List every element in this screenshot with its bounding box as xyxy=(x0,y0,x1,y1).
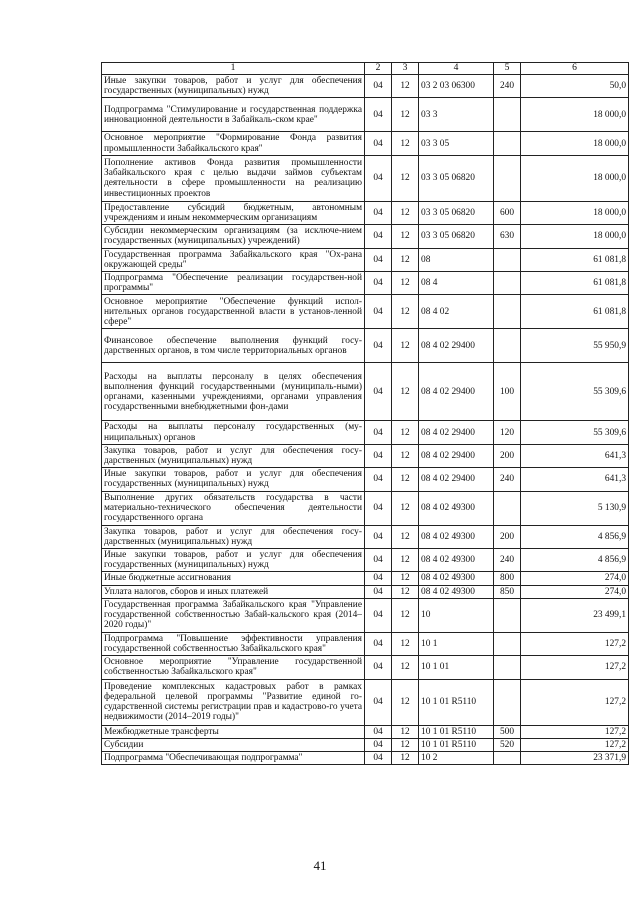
header-cell: 6 xyxy=(521,63,629,75)
row-name-cell: Финансовое обеспечение выполнения функций госу-дарственных органов, в том числе территориальных органов xyxy=(102,329,365,363)
row-col2-cell: 04 xyxy=(365,491,392,525)
row-name-cell: Подпрограмма "Обеспечение реализации государствен-ной программы" xyxy=(102,272,365,295)
row-col3-cell: 12 xyxy=(392,295,419,329)
row-code-cell: 10 1 01 R5110 xyxy=(419,725,494,738)
row-col3-cell: 12 xyxy=(392,679,419,725)
row-sum-cell: 55 309,6 xyxy=(521,421,629,444)
row-col5-cell: 600 xyxy=(494,201,521,224)
row-col5-cell xyxy=(494,752,521,765)
row-col3-cell: 12 xyxy=(392,329,419,363)
row-name-cell: Государственная программа Забайкальского края "Управление государственной собственностью Забай-кальского края (2014–2020 годы)" xyxy=(102,598,365,632)
table-row xyxy=(102,738,629,751)
row-sum-cell: 23 371,9 xyxy=(521,752,629,765)
table-row xyxy=(102,295,629,329)
row-col2-cell: 04 xyxy=(365,752,392,765)
row-name-cell: Подпрограмма "Повышение эффективности управления государственной собственностью Забайкальского края" xyxy=(102,632,365,655)
row-col3-cell: 12 xyxy=(392,132,419,155)
row-sum-cell: 274,0 xyxy=(521,585,629,598)
row-col5-cell: 100 xyxy=(494,363,521,421)
row-name-cell: Иные закупки товаров, работ и услуг для обеспечения государственных (муниципальных) нужд xyxy=(102,75,365,98)
row-code-cell: 10 1 01 R5110 xyxy=(419,679,494,725)
row-name-cell: Расходы на выплаты персоналу в целях обеспечения выполнения функций государственными (муниципаль-ными) органами, казенными учреждениями, органами управления государственными внебюджетными фон-дами xyxy=(102,363,365,421)
row-code-cell: 03 3 05 06820 xyxy=(419,201,494,224)
row-code-cell: 08 4 02 49300 xyxy=(419,572,494,585)
row-col3-cell: 12 xyxy=(392,75,419,98)
row-col5-cell xyxy=(494,248,521,271)
row-name-cell: Предоставление субсидий бюджетным, автономным учреждениям и иным некоммерческим организациям xyxy=(102,201,365,224)
table-row xyxy=(102,272,629,295)
row-col2-cell: 04 xyxy=(365,632,392,655)
row-code-cell: 08 4 02 29400 xyxy=(419,329,494,363)
row-sum-cell: 18 000,0 xyxy=(521,98,629,132)
row-name-cell: Выполнение других обязательств государства в части материально-технического обеспечения деятельности государственного органа xyxy=(102,491,365,525)
table-row xyxy=(102,225,629,248)
row-name-cell: Пополнение активов Фонда развития промышленности Забайкальского края с целью выдачи займов субъектам деятельности в сфере промышленности на реализацию инвестиционных проектов xyxy=(102,155,365,201)
row-col3-cell: 12 xyxy=(392,248,419,271)
row-sum-cell: 4 856,9 xyxy=(521,549,629,572)
row-sum-cell: 641,3 xyxy=(521,444,629,467)
row-code-cell: 08 4 02 49300 xyxy=(419,549,494,572)
row-name-cell: Закупка товаров, работ и услуг для обеспечения госу-дарственных (муниципальных) нужд xyxy=(102,444,365,467)
row-col3-cell: 12 xyxy=(392,468,419,491)
row-code-cell: 03 3 05 06820 xyxy=(419,155,494,201)
table-row xyxy=(102,752,629,765)
row-col5-cell xyxy=(494,295,521,329)
table-row xyxy=(102,598,629,632)
row-col5-cell xyxy=(494,132,521,155)
row-name-cell: Основное мероприятие "Формирование Фонда развития промышленности Забайкальского края" xyxy=(102,132,365,155)
row-col2-cell: 04 xyxy=(365,363,392,421)
row-col3-cell: 12 xyxy=(392,201,419,224)
row-sum-cell: 18 000,0 xyxy=(521,201,629,224)
row-name-cell: Подпрограмма "Стимулирование и государственная поддержка инновационной деятельности в Забайкаль-ском крае" xyxy=(102,98,365,132)
row-col5-cell xyxy=(494,656,521,679)
row-code-cell: 10 xyxy=(419,598,494,632)
row-col5-cell xyxy=(494,155,521,201)
row-col3-cell: 12 xyxy=(392,585,419,598)
row-sum-cell: 127,2 xyxy=(521,632,629,655)
row-code-cell: 10 1 xyxy=(419,632,494,655)
table-row xyxy=(102,656,629,679)
row-sum-cell: 50,0 xyxy=(521,75,629,98)
row-col2-cell: 04 xyxy=(365,656,392,679)
row-sum-cell: 274,0 xyxy=(521,572,629,585)
row-col2-cell: 04 xyxy=(365,201,392,224)
row-code-cell: 03 3 05 xyxy=(419,132,494,155)
row-col5-cell xyxy=(494,329,521,363)
table-row xyxy=(102,75,629,98)
row-code-cell: 08 4 02 29400 xyxy=(419,468,494,491)
row-code-cell: 08 4 02 29400 xyxy=(419,444,494,467)
table-row xyxy=(102,329,629,363)
table-row xyxy=(102,132,629,155)
row-name-cell: Иные бюджетные ассигнования xyxy=(102,572,365,585)
row-col2-cell: 04 xyxy=(365,329,392,363)
row-name-cell: Основное мероприятие "Управление государственной собственностью Забайкальского края" xyxy=(102,656,365,679)
row-sum-cell: 18 000,0 xyxy=(521,225,629,248)
header-cell: 1 xyxy=(102,63,365,75)
row-code-cell: 10 2 xyxy=(419,752,494,765)
row-code-cell: 08 4 02 49300 xyxy=(419,525,494,548)
table-row xyxy=(102,155,629,201)
row-name-cell: Закупка товаров, работ и услуг для обеспечения госу-дарственных (муниципальных) нужд xyxy=(102,525,365,548)
table-row xyxy=(102,572,629,585)
table-row xyxy=(102,525,629,548)
header-cell: 4 xyxy=(419,63,494,75)
row-col5-cell: 240 xyxy=(494,75,521,98)
row-code-cell: 08 4 xyxy=(419,272,494,295)
row-col5-cell: 500 xyxy=(494,725,521,738)
row-col3-cell: 12 xyxy=(392,225,419,248)
row-col3-cell: 12 xyxy=(392,549,419,572)
row-col2-cell: 04 xyxy=(365,225,392,248)
row-col5-cell: 800 xyxy=(494,572,521,585)
row-col2-cell: 04 xyxy=(365,725,392,738)
row-name-cell: Межбюджетные трансферты xyxy=(102,725,365,738)
row-col3-cell: 12 xyxy=(392,363,419,421)
row-col5-cell: 200 xyxy=(494,525,521,548)
row-col2-cell: 04 xyxy=(365,295,392,329)
row-col5-cell: 200 xyxy=(494,444,521,467)
row-code-cell: 08 4 02 29400 xyxy=(419,421,494,444)
row-sum-cell: 127,2 xyxy=(521,725,629,738)
row-col2-cell: 04 xyxy=(365,132,392,155)
table-row xyxy=(102,725,629,738)
table-body xyxy=(102,75,629,765)
row-name-cell: Субсидии xyxy=(102,738,365,751)
row-name-cell: Иные закупки товаров, работ и услуг для обеспечения государственных (муниципальных) нужд xyxy=(102,549,365,572)
row-col3-cell: 12 xyxy=(392,155,419,201)
row-col5-cell: 240 xyxy=(494,549,521,572)
row-name-cell: Проведение комплексных кадастровых работ в рамках федеральной целевой программы "Развитие единой го-сударственной системы регистрации прав и кадастрово-го учета недвижимости (2014–2019 годы)" xyxy=(102,679,365,725)
row-col2-cell: 04 xyxy=(365,549,392,572)
row-sum-cell: 55 309,6 xyxy=(521,363,629,421)
row-code-cell: 08 4 02 xyxy=(419,295,494,329)
row-col2-cell: 04 xyxy=(365,598,392,632)
table-row xyxy=(102,421,629,444)
row-col3-cell: 12 xyxy=(392,525,419,548)
row-code-cell: 03 2 03 06300 xyxy=(419,75,494,98)
row-sum-cell: 127,2 xyxy=(521,679,629,725)
row-name-cell: Иные закупки товаров, работ и услуг для обеспечения государственных (муниципальных) нужд xyxy=(102,468,365,491)
row-col3-cell: 12 xyxy=(392,572,419,585)
row-sum-cell: 4 856,9 xyxy=(521,525,629,548)
row-name-cell: Расходы на выплаты персоналу государственных (му-ниципальных) органов xyxy=(102,421,365,444)
row-col2-cell: 04 xyxy=(365,585,392,598)
row-col2-cell: 04 xyxy=(365,272,392,295)
row-col2-cell: 04 xyxy=(365,572,392,585)
row-code-cell: 08 4 02 49300 xyxy=(419,585,494,598)
header-cell: 2 xyxy=(365,63,392,75)
row-sum-cell: 18 000,0 xyxy=(521,132,629,155)
row-col3-cell: 12 xyxy=(392,98,419,132)
row-sum-cell: 61 081,8 xyxy=(521,272,629,295)
row-name-cell: Субсидии некоммерческим организациям (за исключе-нием государственных (муниципальных) учреждений) xyxy=(102,225,365,248)
row-col2-cell: 04 xyxy=(365,679,392,725)
row-col3-cell: 12 xyxy=(392,752,419,765)
row-code-cell: 03 3 xyxy=(419,98,494,132)
row-sum-cell: 127,2 xyxy=(521,656,629,679)
row-name-cell: Подпрограмма "Обеспечивающая подпрограмма" xyxy=(102,752,365,765)
row-code-cell: 10 1 01 R5110 xyxy=(419,738,494,751)
row-code-cell: 08 4 02 29400 xyxy=(419,363,494,421)
row-name-cell: Основное мероприятие "Обеспечение функций испол-нительных органов государственной власти в установ-ленной сфере" xyxy=(102,295,365,329)
row-col5-cell xyxy=(494,272,521,295)
header-cell: 3 xyxy=(392,63,419,75)
row-col5-cell: 120 xyxy=(494,421,521,444)
row-sum-cell: 5 130,9 xyxy=(521,491,629,525)
row-col5-cell xyxy=(494,632,521,655)
table-row xyxy=(102,679,629,725)
row-col3-cell: 12 xyxy=(392,491,419,525)
row-name-cell: Уплата налогов, сборов и иных платежей xyxy=(102,585,365,598)
row-col5-cell: 240 xyxy=(494,468,521,491)
row-col5-cell xyxy=(494,491,521,525)
row-sum-cell: 18 000,0 xyxy=(521,155,629,201)
row-sum-cell: 641,3 xyxy=(521,468,629,491)
table-row xyxy=(102,444,629,467)
row-col2-cell: 04 xyxy=(365,155,392,201)
row-col3-cell: 12 xyxy=(392,725,419,738)
row-col5-cell: 520 xyxy=(494,738,521,751)
row-col5-cell xyxy=(494,598,521,632)
row-col3-cell: 12 xyxy=(392,598,419,632)
page-number: 41 xyxy=(313,858,327,873)
row-code-cell: 08 xyxy=(419,248,494,271)
row-col2-cell: 04 xyxy=(365,248,392,271)
row-col5-cell xyxy=(494,98,521,132)
table-row xyxy=(102,632,629,655)
table-row xyxy=(102,585,629,598)
row-sum-cell: 55 950,9 xyxy=(521,329,629,363)
row-sum-cell: 23 499,1 xyxy=(521,598,629,632)
row-code-cell: 03 3 05 06820 xyxy=(419,225,494,248)
table-row xyxy=(102,549,629,572)
table-row xyxy=(102,363,629,421)
row-col3-cell: 12 xyxy=(392,656,419,679)
row-col3-cell: 12 xyxy=(392,444,419,467)
row-col2-cell: 04 xyxy=(365,444,392,467)
row-col5-cell xyxy=(494,679,521,725)
row-name-cell: Государственная программа Забайкальского края "Ох-рана окружающей среды" xyxy=(102,248,365,271)
row-col2-cell: 04 xyxy=(365,98,392,132)
row-col2-cell: 04 xyxy=(365,421,392,444)
table-row xyxy=(102,98,629,132)
row-col3-cell: 12 xyxy=(392,272,419,295)
table-row xyxy=(102,248,629,271)
row-col5-cell: 850 xyxy=(494,585,521,598)
row-code-cell: 10 1 01 xyxy=(419,656,494,679)
table-row xyxy=(102,491,629,525)
table-row xyxy=(102,468,629,491)
row-col2-cell: 04 xyxy=(365,468,392,491)
row-col2-cell: 04 xyxy=(365,525,392,548)
budget-table xyxy=(101,62,629,765)
header-cell: 5 xyxy=(494,63,521,75)
row-col3-cell: 12 xyxy=(392,421,419,444)
row-col3-cell: 12 xyxy=(392,632,419,655)
row-code-cell: 08 4 02 49300 xyxy=(419,491,494,525)
row-sum-cell: 61 081,8 xyxy=(521,295,629,329)
row-col2-cell: 04 xyxy=(365,738,392,751)
row-sum-cell: 61 081,8 xyxy=(521,248,629,271)
row-col2-cell: 04 xyxy=(365,75,392,98)
row-sum-cell: 127,2 xyxy=(521,738,629,751)
table-header-row xyxy=(102,63,629,75)
row-col3-cell: 12 xyxy=(392,738,419,751)
table-row xyxy=(102,201,629,224)
row-col5-cell: 630 xyxy=(494,225,521,248)
